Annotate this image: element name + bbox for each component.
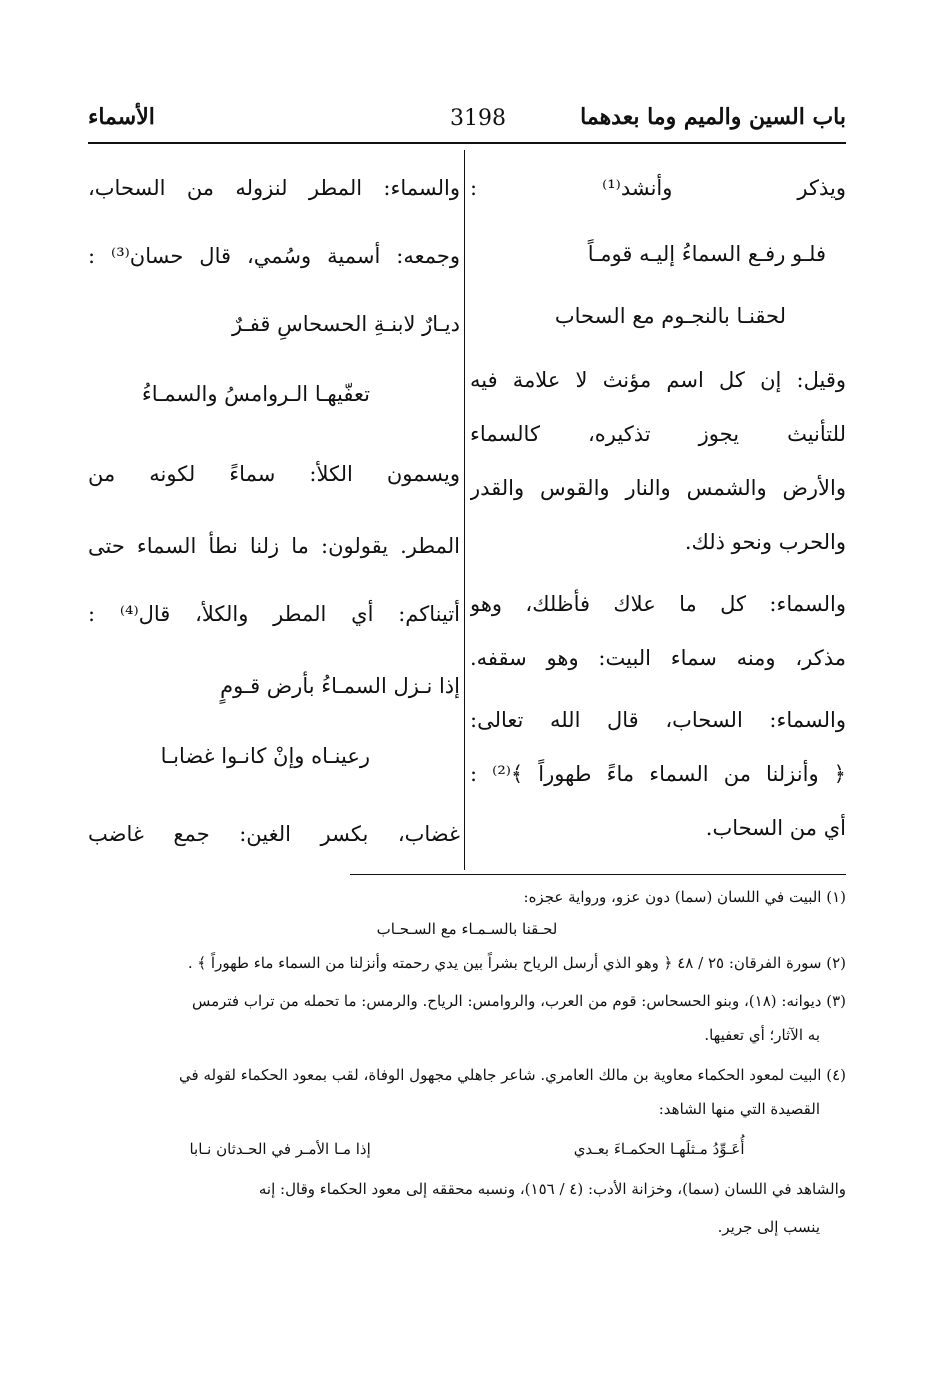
footnote-1-verse: لحـقنا بالسـمـاء مع السـحـاب: [376, 920, 558, 938]
footnote-4-line-1: (٤) البيت لمعود الحكماء معاوية بن مالك العامري. شاعر جاهلي مجهول الوفاة، لقب بمعود الحكماء لقوله في: [179, 1066, 846, 1084]
verse-line: فلـو رفـع السماءُ إليـه قومـاً: [587, 242, 826, 266]
page-number: 3198: [450, 106, 506, 131]
verse-line: تعفّيهـا الـروامسُ والسمـاءُ: [141, 382, 370, 406]
footnote-3-line-1: (٣) ديوانه: (١٨)، وبنو الحسحاس: قوم من العرب، والروامس: الرياح. والرمس: ما تحمله من تراب فترمس: [191, 992, 846, 1010]
footnote-4-line-3: والشاهد في اللسان (سما)، وخزانة الأدب: (٤ / ١٥٦)، ونسبه محققه إلى معود الحكماء وقال: إنه: [258, 1180, 846, 1198]
text-line: أتيناكم: أي المطر والكلأ، قال⁽⁴⁾ :: [88, 602, 460, 626]
chapter-title: باب السين والميم وما بعدهما: [580, 104, 846, 130]
verse-line: رعينـاه وإنْ كانـوا غضابـا: [160, 744, 370, 768]
text-line: والسماء: السحاب، قال الله تعالى:: [470, 708, 846, 732]
verse-line: ديـارٌ لابنـةِ الحسحاسِ قفـرٌ: [232, 312, 460, 336]
header-rule: [88, 142, 846, 144]
footnote-4-line-2: القصيدة التي منها الشاهد:: [658, 1100, 820, 1118]
text-line: مذكر، ومنه سماء البيت: وهو سقفه.: [470, 646, 846, 670]
verse-hemistich-second: إذا مـا الأمـر في الحـدثان نـابا: [189, 1140, 371, 1158]
text-line: ويذكر وأنشد⁽¹⁾ :: [470, 176, 846, 200]
text-line: ويسمون الكلأ: سماءً لكونه من: [88, 462, 460, 486]
verse-line: إذا نـزل السمـاءُ بأرض قـومٍ: [220, 674, 460, 698]
text-line: ﴿ وأنزلنا من السماء ماءً طهوراً ﴾⁽²⁾ :: [470, 762, 846, 786]
text-line: والحرب ونحو ذلك.: [684, 530, 846, 554]
text-line: غضاب، بكسر الغين: جمع غاضب: [88, 822, 460, 846]
footnote-4-verse: [88, 1134, 846, 1164]
footnote-1: (١) البيت في اللسان (سما) دون عزو، ورواية عجزه:: [523, 888, 846, 906]
verse-line: لحقنـا بالنجـوم مع السحاب: [554, 304, 786, 328]
page-header: [88, 98, 846, 142]
footnote-rule: [350, 874, 846, 875]
text-line: وجمعه: أسمية وسُمي، قال حسان⁽³⁾ :: [88, 244, 460, 268]
section-title: الأسماء: [88, 104, 155, 130]
left-column: [88, 168, 460, 868]
text-line: والأرض والشمس والنار والقوس والقدر: [470, 476, 846, 500]
text-line: والسماء: كل ما علاك فأظلك، وهو: [470, 592, 846, 616]
verse-hemistich-first: أُعَـوِّدُ مـثلَهـا الحكمـاءَ بعـدي: [573, 1140, 745, 1158]
footnote-4-line-4: ينسب إلى جرير.: [717, 1218, 820, 1236]
text-line: أي من السحاب.: [705, 816, 846, 840]
text-line: للتأنيث يجوز تذكيره، كالسماء: [470, 422, 846, 446]
text-line: والسماء: المطر لنزوله من السحاب،: [88, 176, 460, 200]
footnote-2: (٢) سورة الفرقان: ٢٥ / ٤٨ ﴿ وهو الذي أرسل الرياح بشراً بين يدي رحمته وأنزلنا من السماء ماء طهوراً ﴾ .: [187, 954, 846, 972]
text-line: المطر. يقولون: ما زلنا نطأ السماء حتى: [88, 534, 460, 558]
text-line: وقيل: إن كل اسم مؤنث لا علامة فيه: [470, 368, 846, 392]
footnote-3-line-2: به الآثار؛ أي تعفيها.: [704, 1026, 820, 1044]
right-column: [470, 168, 846, 868]
